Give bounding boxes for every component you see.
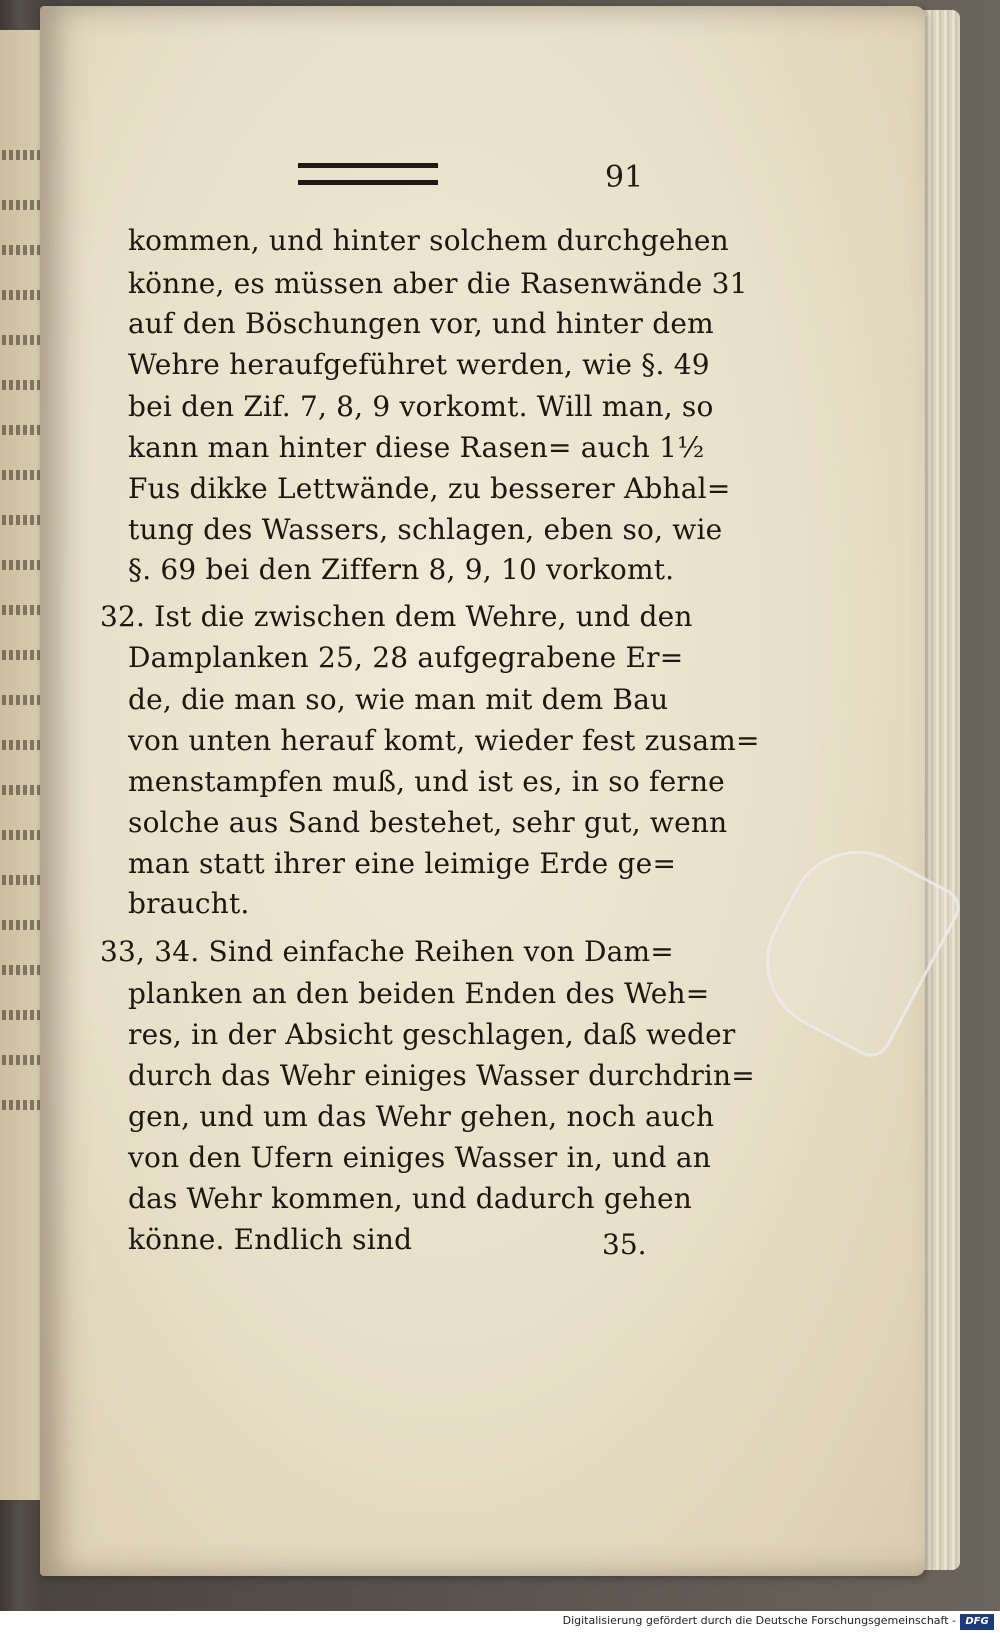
- credit-text: Digitalisierung gefördert durch die Deutsche Forschungsgemeinschaft -: [562, 1614, 956, 1627]
- text-line: auf den Böschungen vor, und hinter dem: [128, 307, 714, 340]
- text-line: kann man hinter diese Rasen= auch 1½: [128, 431, 705, 464]
- dfg-logo: DFG: [960, 1614, 994, 1630]
- text-line: könne. Endlich sind: [128, 1223, 413, 1256]
- text-line: braucht.: [128, 887, 250, 920]
- text-line: von unten herauf komt, wieder fest zusam=: [128, 724, 760, 757]
- text-line: §. 69 bei den Ziffern 8, 9, 10 vorkomt.: [128, 553, 675, 586]
- page-number: 91: [605, 160, 644, 195]
- paragraph-start: 32. Ist die zwischen dem Wehre, und den: [100, 600, 693, 633]
- text-line: gen, und um das Wehr gehen, noch auch: [128, 1100, 715, 1133]
- paragraph-start: 33, 34. Sind einfache Reihen von Dam=: [100, 935, 674, 968]
- text-line: man statt ihrer eine leimige Erde ge=: [128, 847, 677, 880]
- text-line: von den Ufern einiges Wasser in, und an: [128, 1141, 712, 1174]
- catchword: 35.: [602, 1228, 647, 1261]
- text-line: Fus dikke Lettwände, zu besserer Abhal=: [128, 472, 731, 505]
- text-line: durch das Wehr einiges Wasser durchdrin=: [128, 1059, 755, 1092]
- footer-bar: [0, 1611, 1000, 1633]
- text-line: Damplanken 25, 28 aufgegrabene Er=: [128, 641, 684, 674]
- text-line: tung des Wassers, schlagen, eben so, wie: [128, 513, 723, 546]
- text-line: kommen, und hinter solchem durchgehen: [128, 224, 729, 257]
- text-line: könne, es müssen aber die Rasenwände 31: [128, 267, 748, 300]
- text-line: res, in der Absicht geschlagen, daß weder: [128, 1018, 736, 1051]
- text-line: das Wehr kommen, und dadurch gehen: [128, 1182, 692, 1215]
- text-line: planken an den beiden Enden des Weh=: [128, 977, 710, 1010]
- text-line: bei den Zif. 7, 8, 9 vorkomt. Will man, so: [128, 390, 714, 423]
- text-line: de, die man so, wie man mit dem Bau: [128, 683, 669, 716]
- text-line: Wehre heraufgeführet werden, wie §. 49: [128, 348, 710, 381]
- text-line: solche aus Sand bestehet, sehr gut, wenn: [128, 806, 728, 839]
- text-line: menstampfen muß, und ist es, in so ferne: [128, 765, 725, 798]
